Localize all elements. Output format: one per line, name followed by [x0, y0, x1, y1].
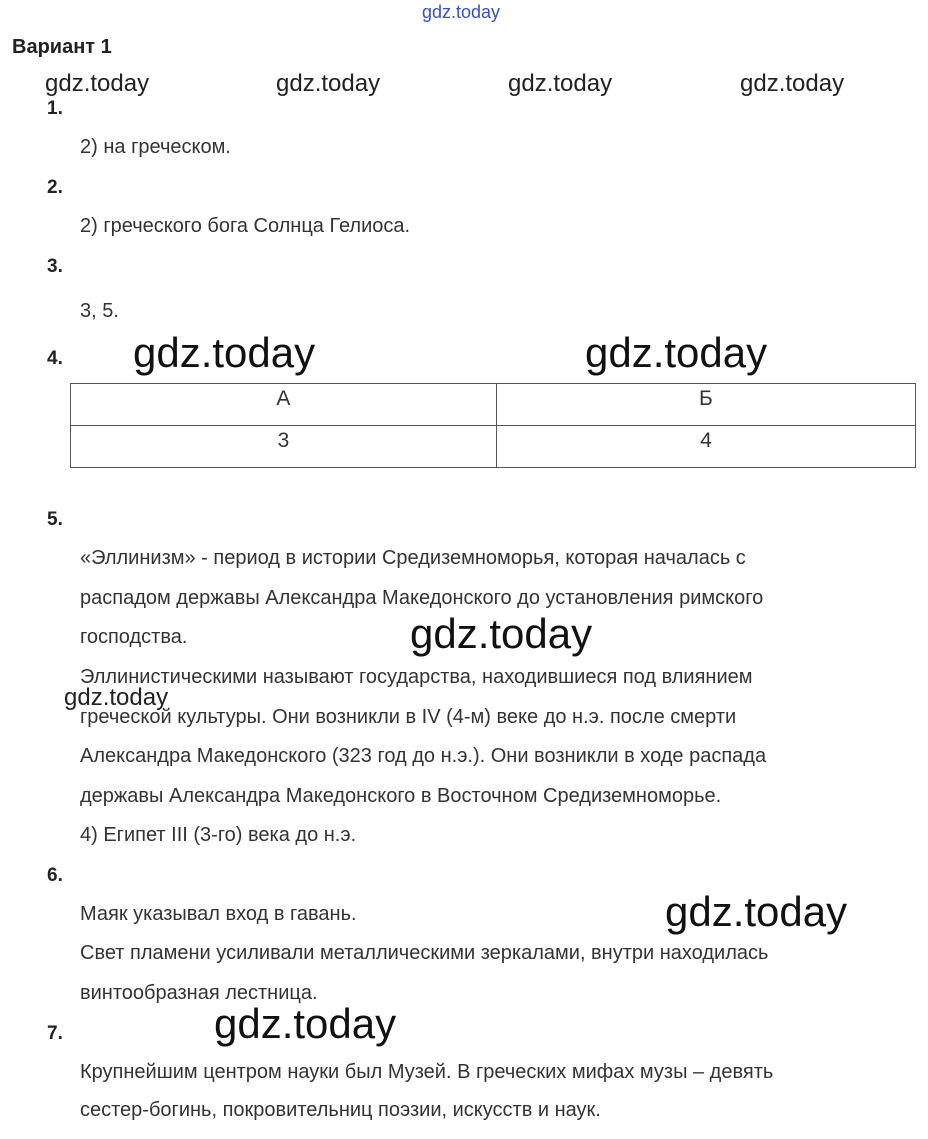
watermark: gdz.today [45, 70, 150, 97]
answer-line: господства. [80, 626, 188, 648]
answer-line: Маяк указывал вход в гавань. [80, 903, 357, 925]
table-header-cell: А [71, 384, 497, 426]
answer-line: «Эллинизм» - период в истории Средиземноморья, которая началась с [80, 547, 746, 569]
question-number: 6. [47, 865, 63, 886]
answer-line: Свет пламени усиливали металлическими зеркалами, внутри находилась [80, 942, 769, 964]
watermark: gdz.today [64, 684, 169, 711]
answer-line: греческой культуры. Они возникли в IV (4-м) веке до н.э. после смерти [80, 706, 737, 728]
header-watermark: gdz.today [422, 2, 501, 22]
table-header-cell: Б [496, 384, 915, 426]
question-number: 1. [47, 98, 63, 119]
question-number: 2. [47, 177, 63, 198]
watermark: gdz.today [410, 610, 593, 657]
answer-table [70, 383, 916, 468]
table-row [71, 426, 916, 468]
answer-line: винтообразная лестница. [80, 982, 318, 1004]
watermark: gdz.today [214, 1000, 397, 1047]
watermark: gdz.today [740, 70, 845, 97]
watermark: gdz.today [665, 888, 848, 935]
answer-line: распадом державы Александра Македонского до установления римского [80, 587, 764, 609]
watermark: gdz.today [508, 70, 613, 97]
answer-line: 4) Египет III (3-го) века до н.э. [80, 824, 357, 846]
answer-line: сестер-богинь, покровительниц поэзии, искусств и наук. [80, 1099, 601, 1121]
table-cell: 4 [496, 426, 915, 468]
page-title: Вариант 1 [12, 36, 112, 58]
watermark: gdz.today [276, 70, 381, 97]
answer-line: державы Александра Македонского в Восточном Средиземноморье. [80, 785, 722, 807]
answer-line: Александра Македонского (323 год до н.э.). Они возникли в ходе распада [80, 745, 767, 767]
answer-line: Эллинистическими называют государства, находившиеся под влиянием [80, 666, 753, 688]
table-cell: 3 [71, 426, 497, 468]
table-header-row [71, 384, 916, 426]
question-number: 7. [47, 1023, 63, 1044]
answer-text: 2) греческого бога Солнца Гелиоса. [80, 215, 411, 237]
question-number: 3. [47, 256, 63, 277]
answer-text: 2) на греческом. [80, 136, 231, 158]
answer-text: 3, 5. [80, 300, 119, 322]
question-number: 5. [47, 509, 63, 530]
watermark: gdz.today [133, 329, 316, 376]
answer-line: Крупнейшим центром науки был Музей. В греческих мифах музы – девять [80, 1061, 774, 1083]
watermark: gdz.today [585, 329, 768, 376]
question-number: 4. [47, 348, 63, 369]
